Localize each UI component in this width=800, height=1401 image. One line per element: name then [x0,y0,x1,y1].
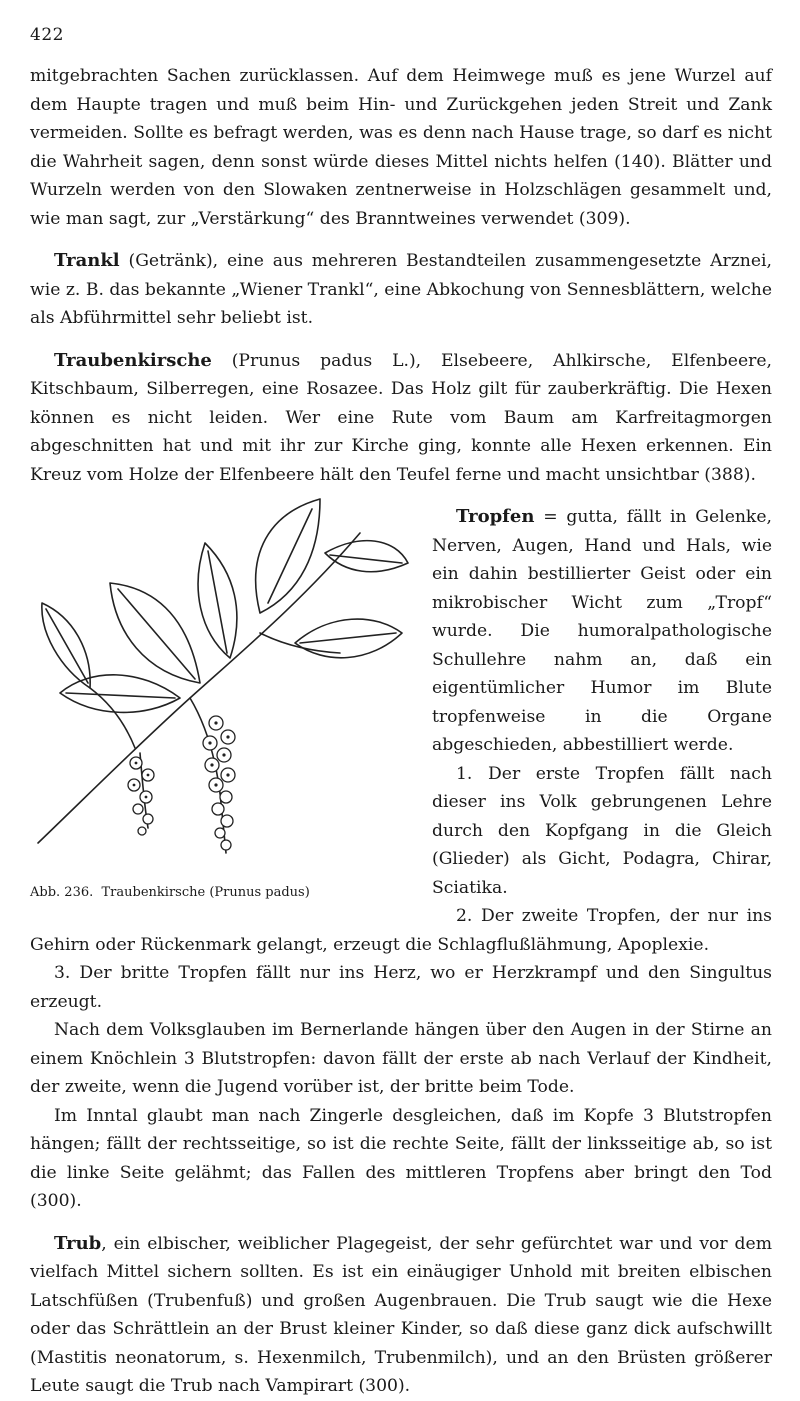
tropfen-item-1: 1. Der erste Tropfen fällt nach dieser ins Volk gebrungenen Lehre durch den Kopfgang in die Gleich (Glieder) als Gicht, Podagra, Chirar, Sciatika. [432,763,772,898]
lemma-trankl: Trankl [54,250,120,271]
figure-caption [30,883,418,903]
lemma-traubenkirsche: Traubenkirsche [54,349,212,371]
entry-tropfen-text: = gutta, fällt in Gelenke, Nerven, Augen, Hand und Hals, wie ein dahin bestillierter Geist oder ein mikrobischer Wicht zum „Tropf“ wurde. Die humoralpathologische Schullehre nahm an, daß ein eigentümlicher Humor im Blute tropfenweise in die Organe abgeschieden, abbestilliert werde. [432,507,772,755]
figure-caption-latin: (Prunus padus) [209,885,310,900]
tropfen-para-bern: Nach dem Volksglauben im Bernerlande hängen über den Augen in der Stirne an einem Knöchlein 3 Blutstropfen: davon fällt der erste ab nach Verlauf der Kindheit, der zweite, wenn die Jugend vorüber ist, der britte beim Tode. [30,1020,772,1097]
page-number: 422 [30,25,64,45]
intro-paragraph: mitgebrachten Sachen zurücklassen. Auf dem Heimwege muß es jene Wurzel auf dem Haupte tragen und muß beim Hin- und Zurückgehen jeden Streit und Zank vermeiden. Sollte es befragt werden, was es denn nach Hause trage, so darf es nicht die Wahrheit sagen, denn sonst würde dieses Mittel nichts helfen (140). Blätter und Wurzeln werden von den Slowaken zentnerweise in Holzschlägen gesammelt und, wie man sagt, zur „Verstärkung“ des Branntweines verwendet (309). [30,66,772,229]
lemma-tropfen: Tropfen [456,506,535,527]
entry-traubenkirsche-text: (Prunus padus L.), Elsebeere, Ahlkirsche, Elfenbeere, Kitschbaum, Silberregen, eine Rosazee. Das Holz gilt für zauberkräftig. Die Hexen können es nicht leiden. Wer eine Rute vom Baum am Karfreitagmorgen abgeschnitten hat und mit ihr zur Kirche ging, konnte alle Hexen erkennen. Ein Kreuz vom Holze der Elfenbeere hält den Teufel ferne und macht unsichtbar (388). [30,350,772,485]
tropfen-item-3: 3. Der britte Tropfen fällt nur ins Herz, wo er Herzkrampf und den Singultus erzeugt. [30,963,772,1012]
tropfen-item-2: 2. Der zweite Tropfen, der nur ins Gehirn oder Rückenmark gelangt, erzeugt die Schlagflußlähmung, Apoplexie. [30,906,772,955]
entry-trankl [30,247,772,333]
lemma-trub: Trub [54,1232,102,1254]
entry-traubenkirsche [30,347,772,490]
prunus-padus-branch-illustration [30,493,410,877]
figure-caption-label: Abb. 236. [30,885,94,900]
book-page [30,24,772,1401]
entry-trub [30,1230,772,1401]
figure-caption-name: Traubenkirsche [101,885,206,900]
figure-traubenkirsche [30,493,418,909]
entry-trankl-text: (Getränk), eine aus mehreren Bestandteilen zusammengesetzte Arznei, wie z. B. das bekannte „Wiener Trankl“, eine Abkochung von Sennesblättern, welche als Abführmittel sehr beliebt ist. [30,251,773,328]
tropfen-para-inntal: Im Inntal glaubt man nach Zingerle desgleichen, daß im Kopfe 3 Blutstropfen hängen; fällt der rechtsseitige, so ist die rechte Seite, fällt der linksseitige ab, so ist die linke Seite gelähmt; das Fallen des mittleren Tropfens aber bringt den Tod (300). [30,1105,772,1211]
entry-trub-text: , ein elbischer, weiblicher Plagegeist, der sehr gefürchtet war und vor dem vielfach Mittel sichern sollten. Es ist ein einäugiger Unhold mit breiten elbischen Latschfüßen (Trubenfuß) und großen Augenbrauen. Die Trub saugt wie die Hexe oder das Schrättlein an der Brust kleiner Kinder, so daß diese ganz dick aufschwillt (Mastitis neonatorum, s. Hexenmilch, Trubenmilch), und an den Brüsten größerer Leute saugt die Trub nach Vampirart (300). [30,1233,772,1396]
